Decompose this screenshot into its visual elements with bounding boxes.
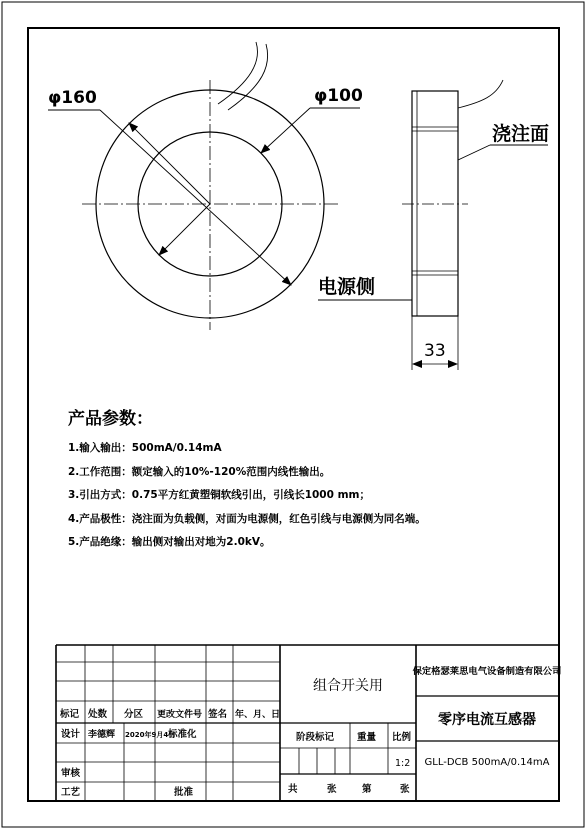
weight-label: 重量 <box>357 732 377 743</box>
sheet-label: 张 <box>327 784 337 795</box>
casting-face-label: 浇注面 <box>492 123 550 145</box>
approve-label: 批准 <box>174 787 194 798</box>
product-name: 零序电流互感器 <box>438 712 536 728</box>
hdr-zone: 分区 <box>124 709 144 720</box>
company-name: 保定格瑟莱思电气设备制造有限公司 <box>412 666 562 677</box>
casting-face-leader <box>458 145 490 160</box>
param-line-5: 5.产品绝缘：输出侧对输出对地为2.0kV。 <box>68 536 271 548</box>
hdr-count: 处数 <box>88 709 108 720</box>
dim-width-label: 33 <box>424 341 446 361</box>
hdr-change-doc: 更改文件号 <box>157 710 203 720</box>
process-label: 工艺 <box>61 787 81 798</box>
param-line-1: 1.输入输出：500mA/0.14mA <box>68 442 222 454</box>
hdr-signature: 签名 <box>208 709 228 720</box>
scale-label: 比例 <box>392 732 412 743</box>
param-line-3: 3.引出方式：0.75平方红黄塑铜软线引出，引线长1000 mm； <box>68 489 370 501</box>
lead-curve-side <box>458 80 503 108</box>
dim-inner-label: φ100 <box>314 86 363 106</box>
hdr-mark: 标记 <box>60 709 80 720</box>
scale-value: 1:2 <box>395 758 411 769</box>
standardization-label: 标准化 <box>168 729 197 740</box>
stage-mark-label: 阶段标记 <box>296 732 335 743</box>
hdr-date: 年、月、日 <box>235 710 281 720</box>
power-side-label: 电源侧 <box>318 276 376 298</box>
dim-arrow-inner <box>261 108 310 153</box>
param-line-4: 4.产品极性：浇注面为负载侧，对面为电源侧，红色引线与电源侧为同名端。 <box>68 512 426 525</box>
dim-arrow-outer-back <box>129 123 210 204</box>
dim-line-inner <box>159 204 210 255</box>
sheet-no-label: 第 <box>362 784 372 795</box>
product-parameters <box>68 404 548 555</box>
usage-text: 组合开关用 <box>313 678 383 694</box>
side-body <box>412 91 458 316</box>
design-date: 2020年9月4日 <box>125 731 176 739</box>
param-line-2: 2.工作范围：额定输入的10%-120%范围内线性输出。 <box>68 465 331 478</box>
total-label: 共 <box>288 784 298 795</box>
designer-name: 李德辉 <box>88 730 116 740</box>
review-label: 审核 <box>61 768 81 779</box>
sheet-label-2: 张 <box>400 784 410 795</box>
dim-line-outer <box>100 110 291 285</box>
design-label: 设计 <box>61 729 81 740</box>
lead-curve-1 <box>218 42 257 104</box>
dim-outer-label: φ160 <box>48 88 97 108</box>
params-title: 产品参数： <box>68 409 153 429</box>
model-number: GLL-DCB 500mA/0.14mA <box>424 757 550 768</box>
